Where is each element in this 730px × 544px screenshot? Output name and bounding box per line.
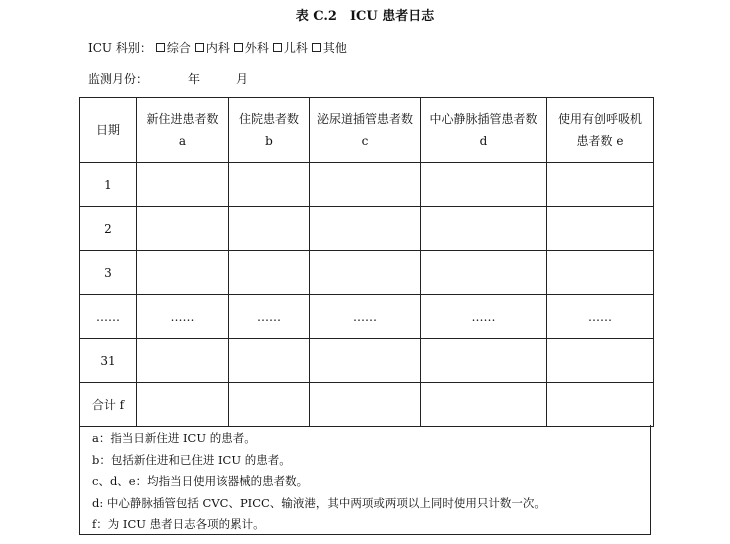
checkbox-pediatrics[interactable] [273, 43, 282, 52]
table-cell[interactable] [547, 163, 654, 207]
month-label: 监测月份： [88, 72, 149, 86]
table-cell: …… [547, 295, 654, 339]
table-cell: …… [421, 295, 547, 339]
table-cell[interactable] [310, 339, 421, 383]
table-cell[interactable] [229, 339, 310, 383]
row-label: 2 [80, 207, 137, 251]
note-f: f：为 ICU 患者日志各项的累计。 [92, 517, 265, 531]
row-label: 合计 f [80, 383, 137, 427]
checkbox-surgery[interactable] [234, 43, 243, 52]
table-cell[interactable] [421, 339, 547, 383]
table-cell[interactable] [310, 207, 421, 251]
dept-option-pediatrics: 儿科 [283, 41, 308, 55]
table-cell[interactable] [229, 383, 310, 427]
dept-label: ICU 科别： [88, 41, 152, 55]
table-cell[interactable] [137, 251, 229, 295]
table-cell[interactable] [310, 251, 421, 295]
table-cell[interactable] [137, 339, 229, 383]
month-unit: 月 [236, 72, 249, 86]
checkbox-other[interactable] [312, 43, 321, 52]
table-cell[interactable] [137, 163, 229, 207]
page-title: 表 C.2 ICU 患者日志 [295, 9, 435, 24]
table-cell[interactable] [137, 207, 229, 251]
table-row-total [80, 383, 654, 427]
table-cell[interactable] [421, 383, 547, 427]
table-cell[interactable] [421, 251, 547, 295]
dept-option-general: 综合 [166, 41, 191, 55]
note-d: d: 中心静脉插管包括 CVC、PICC、输液港，其中两项或两项以上同时使用只计数一次。 [92, 495, 546, 510]
dept-option-internal: 内科 [205, 41, 230, 55]
table-cell[interactable] [547, 207, 654, 251]
table-row [80, 163, 654, 207]
note-b: b：包括新住进和已住进 ICU 的患者。 [92, 452, 291, 467]
table-cell: …… [310, 295, 421, 339]
header-urinary-catheter: 泌尿道插管患者数 c [310, 98, 421, 163]
header-central-line: 中心静脉插管患者数 d [421, 98, 547, 163]
table-cell[interactable] [310, 163, 421, 207]
table-cell[interactable] [547, 383, 654, 427]
row-label: …… [80, 295, 137, 339]
table-row [80, 339, 654, 383]
table-row [80, 295, 654, 339]
dept-option-other: 其他 [322, 41, 347, 55]
year-unit: 年 [188, 72, 201, 86]
header-inpatients: 住院患者数 b [229, 98, 310, 163]
table-cell[interactable] [229, 207, 310, 251]
icu-log-table [79, 97, 654, 427]
table-cell[interactable] [547, 339, 654, 383]
checkbox-internal[interactable] [195, 43, 204, 52]
checkbox-general[interactable] [156, 43, 165, 52]
table-cell[interactable] [310, 383, 421, 427]
note-a: a：指当日新住进 ICU 的患者。 [92, 431, 256, 445]
header-new-admissions: 新住进患者数 a [137, 98, 229, 163]
row-label: 3 [80, 251, 137, 295]
month-line [88, 70, 248, 87]
dept-option-surgery: 外科 [244, 41, 269, 55]
table-cell[interactable] [229, 163, 310, 207]
header-date: 日期 [80, 98, 137, 163]
table-cell: …… [229, 295, 310, 339]
row-label: 31 [80, 339, 137, 383]
table-cell: …… [137, 295, 229, 339]
row-label: 1 [80, 163, 137, 207]
table-row [80, 207, 654, 251]
table-notes [79, 425, 651, 535]
note-cde: c、d、e：均指当日使用该器械的患者数。 [92, 474, 309, 488]
header-row [80, 98, 654, 163]
header-ventilator: 使用有创呼吸机 患者数 e [547, 98, 654, 163]
table-cell[interactable] [547, 251, 654, 295]
table-cell[interactable] [421, 207, 547, 251]
table-cell[interactable] [421, 163, 547, 207]
table-cell[interactable] [229, 251, 310, 295]
dept-line [88, 39, 347, 56]
table-row [80, 251, 654, 295]
table-cell[interactable] [137, 383, 229, 427]
